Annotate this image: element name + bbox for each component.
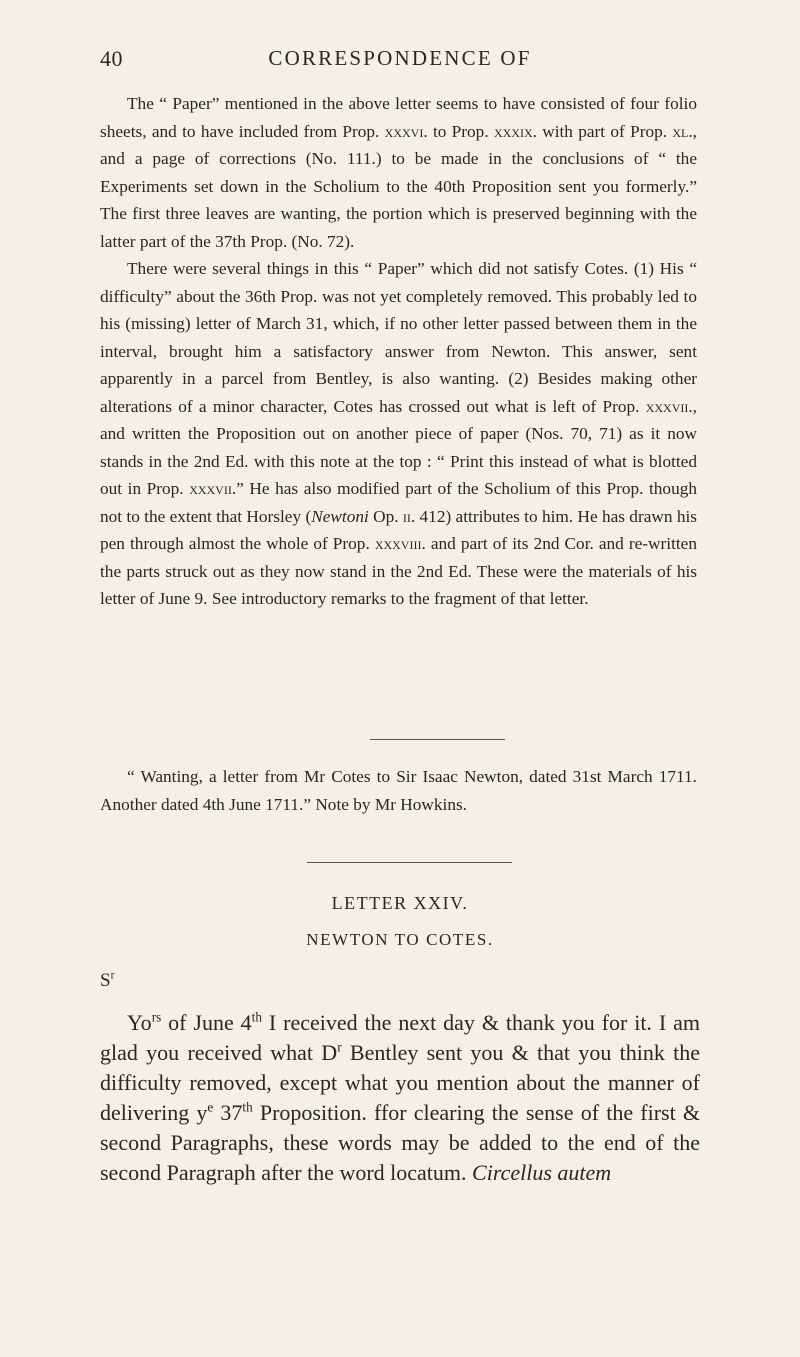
commentary-paragraph-1: The “ Paper” mentioned in the above letter seems to have consisted of four folio sheets, and to have included from Prop. xxxvi. to Prop. xxxix. with part of Prop. xl., and a page of corrections (No. 111.) to be made in the conclusions of “ the Experiments set down in the Scholium to the 40th Proposition sent you formerly.” The first three leaves are wanting, the portion which is preserved beginning with the latter part of the 37th Prop. (No. 72).	[100, 94, 697, 251]
howkins-note	[100, 763, 697, 818]
commentary-paragraph-2: There were several things in this “ Paper” which did not satisfy Cotes. (1) His “ difficulty” about the 36th Prop. was not yet completely removed. This probably led to his (missing) letter of March 31, which, if no other letter passed between them in the interval, brought him a satisfactory answer from Newton. This answer, sent apparently in a parcel from Bentley, is also wanting. (2) Besides making other alterations of a minor character, Cotes has crossed out what is left of Prop. xxxvii., and written the Proposition out on another piece of paper (Nos. 70, 71) as it now stands in the 2nd Ed. with this note at the top : “ Print this instead of what is blotted out in Prop. xxxvii.” He has also modified part of the Scholium of this Prop. though not to the extent that Horsley (Newtoni Op. ii. 412) attributes to him. He has drawn his pen through almost the whole of Prop. xxxviii. and part of its 2nd Cor. and re-written the parts struck out as they now stand in the 2nd Ed. These were the materials of his letter of June 9. See introductory remarks to the fragment of that letter.	[100, 259, 697, 608]
letter-title: LETTER XXIV.	[331, 893, 469, 913]
running-head: CORRESPONDENCE OF	[268, 46, 532, 70]
note-paragraph: “ Wanting, a letter from Mr Cotes to Sir Isaac Newton, dated 31st March 1711. Another dated 4th June 1711.” Note by Mr Howkins.	[100, 767, 697, 814]
letter-paragraph: $Yo^{rs}$ of June 4th I received the next day & thank you for it. I am glad you received what $D^r$ Bentley sent you & that you think the difficulty removed, except what you mention about the manner of delivering $y^e$ 37th Proposition. ffor clearing the sense of the first & second Paragraphs, these words may be added to the end of the second Paragraph after the word locatum. Circellus autem	[100, 1009, 701, 1185]
page-number: 40	[100, 46, 123, 71]
letter-body	[100, 1008, 700, 1188]
divider-long	[307, 862, 512, 863]
commentary-text	[100, 90, 697, 613]
salutation: $S^r$	[100, 969, 115, 991]
divider-short	[370, 739, 505, 740]
letter-subtitle: NEWTON TO COTES.	[306, 930, 494, 949]
